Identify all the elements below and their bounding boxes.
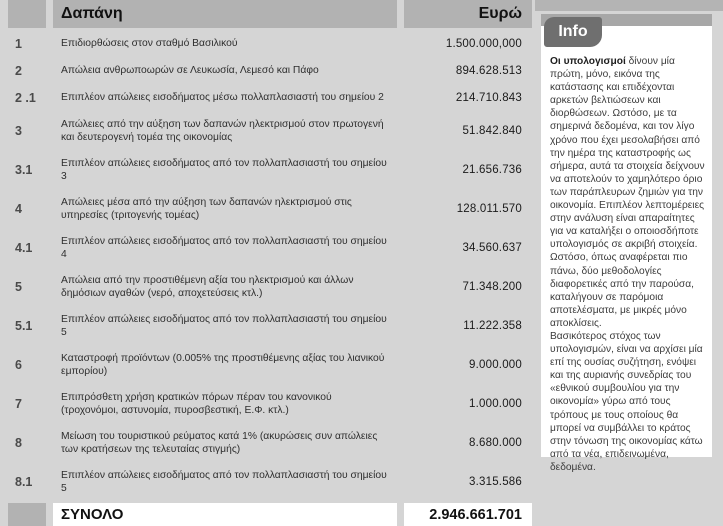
info-panel [541, 14, 712, 473]
row-value: 51.842.840 [462, 124, 522, 137]
damage-cost-table [8, 0, 532, 526]
info-sidebar [541, 0, 712, 473]
row-number: 2 [15, 63, 22, 78]
row-number: 4.1 [15, 240, 33, 255]
row-value: 128.011.570 [456, 202, 522, 215]
row-description: Απώλεια ανθρωποωρών σε Λευκωσία, Λεμεσό και Πάφο [61, 65, 319, 76]
row-description: Επιπλέον απώλειες εισοδήματος από τον πολλαπλασιαστή του σημείου 5 [61, 469, 387, 494]
row-value: 3.315.586 [469, 475, 522, 488]
info-tab-label: Info [558, 23, 588, 40]
info-tab [544, 17, 602, 47]
row-value: 9.000.000 [469, 358, 522, 371]
row-value: 34.560.637 [462, 241, 522, 254]
row-number: 3.1 [15, 162, 33, 177]
row-number: 4 [15, 201, 22, 216]
row-value: 894.628.513 [455, 64, 522, 77]
row-value: 214.710.843 [455, 91, 522, 104]
total-row-value: 2.946.661.701 [404, 503, 532, 526]
info-paragraph-1-rest: δίνουν μία πρώτη, μόνο, εικόνα της κατάστασης και επιδέχονται αρκετών βελτιώσεων και διορθώσεων. Ωστόσο, με τα σημερινά δεδομένα, και τον λίγο χρόνο που έχει μεσολαβήσει από την ημέρα της καταστροφής ως σήμερα, αυτά τα στοιχεία δείχνουν να αποτελούν το χαμηλότερο όριο των παράπλευρων ζημιών για την οικονομία. Επιπλέον λεπτομέρειες στην ανάλυση είναι απαραίτητες για να καταλήξει ο οποιοσδήποτε υπολογισμός σε ακριβή στοιχεία. Ωστόσο, όπως αναφέρεται πιο πάνω, δύο μεθοδολογίες διαφορετικές από την παρούσα, καταλήγουν σε παρόμοια αποτελέσματα, με μικρές μόνο αποκλίσεις. [550, 56, 705, 329]
sidebar-top-strip [535, 0, 723, 11]
row-description: Μείωση του τουριστικού ρεύματος κατά 1% (ακυρώσεις συν απώλειες των κρατήσεων της τελευταίας στιγμής) [61, 430, 378, 455]
row-description: Καταστροφή προϊόντων (0.005% της προστιθέμενης αξίας του λιανικού εμπορίου) [61, 352, 385, 377]
total-row-number-cell [8, 503, 46, 526]
row-description: Επιπρόσθετη χρήση κρατικών πόρων πέραν του κανονικού (τροχονόμοι, αστυνομία, πυροσβεστική, Ε.Φ. κτλ.) [61, 391, 332, 416]
row-number: 7 [15, 396, 22, 411]
row-value: 1.000.000 [469, 397, 522, 410]
row-number: 5 [15, 279, 22, 294]
row-value: 1.500.000,000 [445, 37, 522, 50]
row-description: Επιπλέον απώλειες εισοδήματος από τον πολλαπλασιαστή του σημείου 4 [61, 235, 387, 260]
row-description: Επιδιορθώσεις στον σταθμό Βασιλικού [61, 38, 238, 49]
row-value: 21.656.736 [462, 163, 522, 176]
row-number: 8.1 [15, 474, 33, 489]
row-description: Επιπλέον απώλειες εισοδήματος μέσω πολλαπλασιαστή του σημείου 2 [61, 92, 384, 103]
header-currency-label: Ευρώ [404, 0, 532, 28]
row-number: 5.1 [15, 318, 33, 333]
row-value: 71.348.200 [462, 280, 522, 293]
row-description: Επιπλέον απώλειες εισοδήματος από τον πολλαπλασιαστή του σημείου 3 [61, 157, 387, 182]
row-number: 2 .1 [15, 90, 36, 105]
info-paragraph-2: Βασικότερος στόχος των υπολογισμών, είναι να αρχίσει μία επί της ουσίας συζήτηση, ενόψει και της αυριανής συνεδρίας του «εθνικού συμβουλίου για την οικονομία» γύρω από τους τρόπους με τους οποίους θα μπορεί να συμβάλλει το κράτος στην τόνωση της οικονομίας κάτω από τα νέα, επιδεινωμένα, δεδομένα. [550, 330, 703, 473]
row-description: Επιπλέον απώλειες εισοδήματος από τον πολλαπλασιαστή του σημείου 5 [61, 313, 387, 338]
row-value: 8.680.000 [469, 436, 522, 449]
row-description: Απώλεια από την προστιθέμενη αξία του ηλεκτρισμού και άλλων δημόσιων αγαθών (νερό, αποχετεύσεις κτλ.) [61, 274, 354, 299]
row-number: 3 [15, 123, 22, 138]
info-lead-phrase: Οι υπολογισμοί [550, 56, 626, 67]
header-number-spacer [8, 0, 46, 28]
header-expense-label: Δαπάνη [53, 0, 397, 28]
row-number: 1 [15, 36, 22, 51]
info-paragraph-1 [550, 55, 706, 330]
info-text [550, 55, 706, 474]
total-row-label: ΣΥΝΟΛΟ [53, 503, 397, 526]
row-value: 11.222.358 [463, 319, 522, 332]
row-number: 6 [15, 357, 22, 372]
row-description: Απώλειες από την αύξηση των δαπανών ηλεκτρισμού στον πρωτογενή και δευτερογενή τομέα της οικονομίας [61, 118, 384, 143]
row-number: 8 [15, 435, 22, 450]
row-description: Απώλειες μέσα από την αύξηση των δαπανών ηλεκτρισμού στις υπηρεσίες (τριτογενής τομέας) [61, 196, 352, 221]
